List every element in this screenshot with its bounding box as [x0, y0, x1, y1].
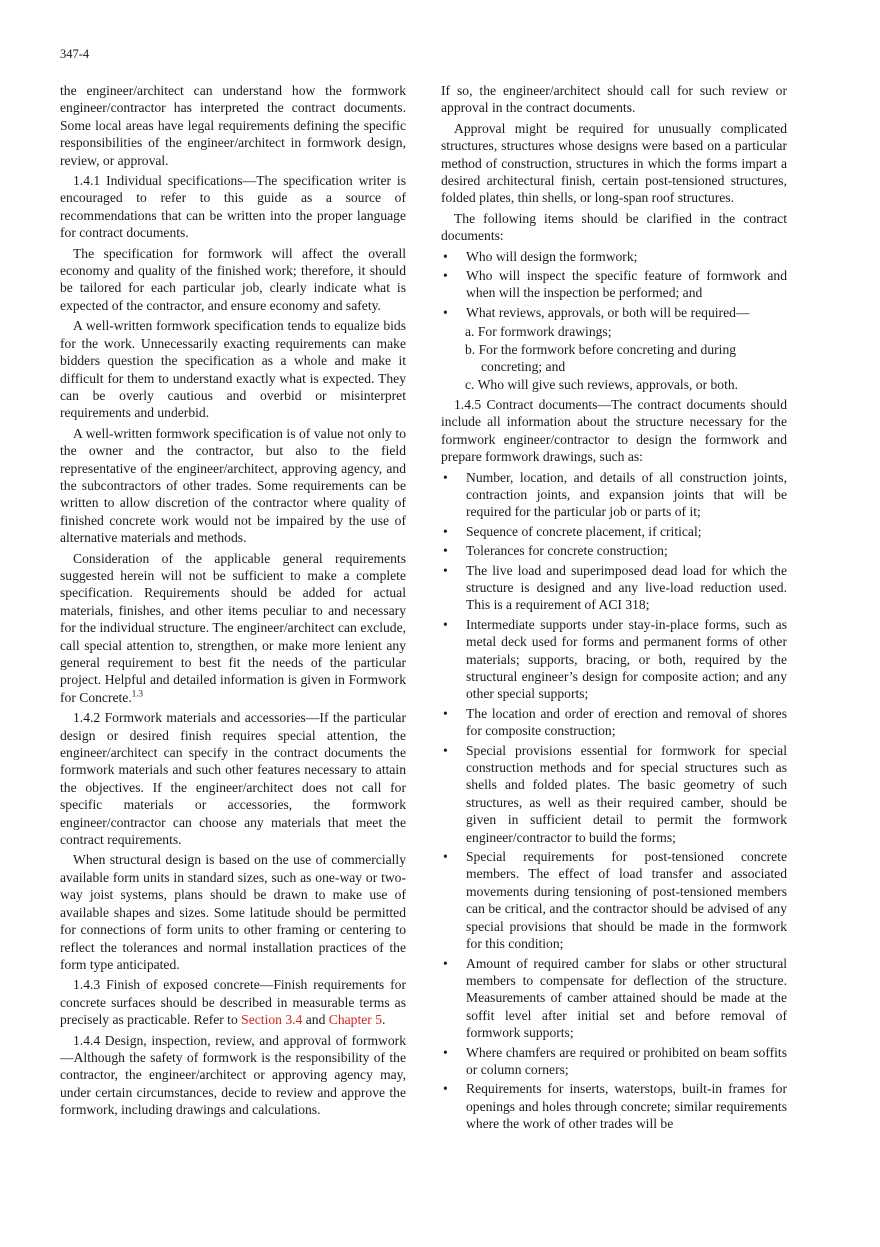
bullet-icon: • [443, 562, 448, 578]
sublist-item: b. For the formwork before concreting and during concreting; and [465, 341, 737, 375]
paragraph: A well-written formwork specification tends to equalize bids for the work. Unnecessarily exacting requirements can make bidders question the specification as a whole and make it difficult for them to understand exactly what is expected. They can be overly cautious and overbid or misinterpret requirements and underbid. [60, 318, 406, 421]
chapter-link[interactable]: Chapter 5 [328, 1012, 383, 1028]
paragraph: Approval might be required for unusually complicated structures, structures whose designs were based on a particular method of construction, structures in which the forms impart a desired architectural finish, certain post-tensioned structures, folded plates, thin shells, or long-span roof structures. [441, 120, 787, 206]
list-item: • Intermediate supports under stay-in-place forms, such as metal deck used for forms and permanent forms of other materials; supports, bracing, or both, required by the structural engineer’s design for composite action; and any other special supports; [443, 616, 787, 702]
section-link[interactable]: Section 3.4 [241, 1012, 303, 1028]
paragraph-1-4-5: 1.4.5 Contract documents—The contract documents should include all information about the structure necessary for the formwork engineer/contractor to design the formwork and prepare formwork drawings, such as: [441, 396, 787, 465]
list-item: • The live load and superimposed dead load for which the structure is designed and any live-load reduction used. This is a requirement of ACI 318; [443, 562, 787, 613]
right-column [441, 82, 787, 1135]
bullet-icon: • [443, 469, 448, 485]
list-item: • The location and order of erection and removal of shores for composite construction; [443, 705, 787, 739]
bullet-icon: • [443, 248, 448, 264]
paragraph-1-4-1: 1.4.1 Individual specifications—The specification writer is encouraged to refer to this guide as a source of recommendations that can be written into the proper language for contract documents. [60, 173, 406, 241]
paragraph: A well-written formwork specification is of value not only to the owner and the contractor, but also to the field representative of the engineer/architect, approving agency, and the subcontractors of other trades. Some requirements can be written to allow discretion of the contractor where quality of finished concrete work would not be impaired by the use of alternative materials and methods. [60, 425, 406, 546]
paragraph: The specification for formwork will affect the overall economy and quality of the finished work; therefore, it should be tailored for each particular job, clearly indicate what is expected of the contractor, and ensure economy and safety. [60, 245, 406, 313]
paragraph-1-4-4: 1.4.4 Design, inspection, review, and approval of formwork—Although the safety of formwork is the responsibility of the contractor, the engineer/architect or approving agency may, under certain circumstances, decide to review and approve the formwork, including drawings and calculations. [60, 1032, 406, 1118]
list-item: • Where chamfers are required or prohibited on beam soffits or column corners; [443, 1044, 787, 1077]
bullet-icon: • [443, 523, 448, 539]
list-item: • Requirements for inserts, waterstops, built-in frames for openings and holes through concrete; similar requirements where the work of other trades will be [443, 1081, 787, 1132]
paragraph: the engineer/architect can understand how the formwork engineer/contractor has interpreted the contract documents. Some local areas have legal requirements defining the specific responsibilities of the engineer/architect in formwork design, review, or approval. [60, 83, 406, 168]
list-item: • Number, location, and details of all construction joints, contraction joints, and expansion joints that will be required for the particular job or parts of it; [443, 469, 787, 520]
paragraph: The following items should be clarified in the contract documents: [441, 210, 787, 244]
sublist-item: c. Who will give such reviews, approvals, or both. [465, 376, 739, 392]
paragraph: If so, the engineer/architect should call for such review or approval in the contract documents. [441, 83, 787, 116]
bullet-icon: • [443, 304, 448, 320]
list-item: • Amount of required camber for slabs or other structural members to compensate for deflection of the structure. Measurements of camber attained should be made at the soffit level after initial set and before removal of formwork supports; [443, 955, 787, 1041]
paragraph-1-4-3: 1.4.3 Finish of exposed concrete—Finish requirements for concrete surfaces should be described in measurable terms as precisely as practicable. Refer to Section 3.4 and Chapter 5. [60, 977, 406, 1028]
list-item: • Special requirements for post-tensioned concrete members. The effect of load transfer and associated movements during tensioning of post-tensioned members can be critical, and the contractor should be advised of any special provisions that should be made in the formwork for this condition; [443, 849, 787, 952]
bullet-icon: • [443, 849, 448, 865]
bullet-icon: • [443, 616, 448, 632]
bullet-icon: • [443, 955, 448, 971]
left-column [60, 82, 406, 1122]
paragraph-1-4-2: 1.4.2 Formwork materials and accessories—If the particular design or desired finish requires special attention, the engineer/architect can specify in the contract documents the formwork materials and such other features necessary to attain the objectives. If the engineer/architect does not call for specific materials or accessories, the formwork engineer/contractor can choose any materials that meet the contract requirements. [60, 710, 406, 848]
bullet-icon: • [443, 705, 448, 721]
list-item: • Special provisions essential for formwork for special construction methods and for special structures such as shells and folded plates. The basic geometry of such structures, as well as their required camber, should be given in sufficient detail to permit the formwork engineer/contractor to build the forms; [443, 742, 787, 845]
bullet-icon: • [443, 268, 448, 284]
list-item: • What reviews, approvals, or both will be required— [443, 304, 750, 320]
page-number: 347-4 [60, 47, 90, 61]
bullet-icon: • [443, 1044, 448, 1060]
bullet-icon: • [443, 742, 448, 758]
bullet-icon: • [443, 543, 448, 559]
list-item: • Sequence of concrete placement, if critical; [443, 523, 702, 539]
bullet-icon: • [443, 1081, 448, 1097]
citation-superscript: 1.3 [131, 688, 143, 699]
paragraph: When structural design is based on the use of commercially available form units in standard sizes, such as one-way or two-way joist systems, plans should be drawn to make use of available shapes and sizes. Some latitude should be permitted for connections of form units to other framing or centering to reflect the tolerances and normal installation practices of the form type anticipated. [60, 852, 406, 972]
list-item: • Who will design the formwork; [443, 248, 638, 264]
list-item: • Who will inspect the specific feature of formwork and when will the inspection be performed; and [443, 268, 787, 301]
paragraph: Consideration of the applicable general requirements suggested herein will not be sufficient to make a complete specification. Requirements should be added for actual materials, finishes, and other items peculiar to and necessary for the individual structure. The engineer/architect can exclude, call special attention to, strengthen, or make more lenient any general requirement to best fit the needs of the particular project. Helpful and detailed information is given in Formwork for Concrete.$^{1.3}$ [60, 550, 406, 705]
list-item: • Tolerances for concrete construction; [443, 543, 668, 559]
sublist-item: a. For formwork drawings; [465, 324, 612, 340]
